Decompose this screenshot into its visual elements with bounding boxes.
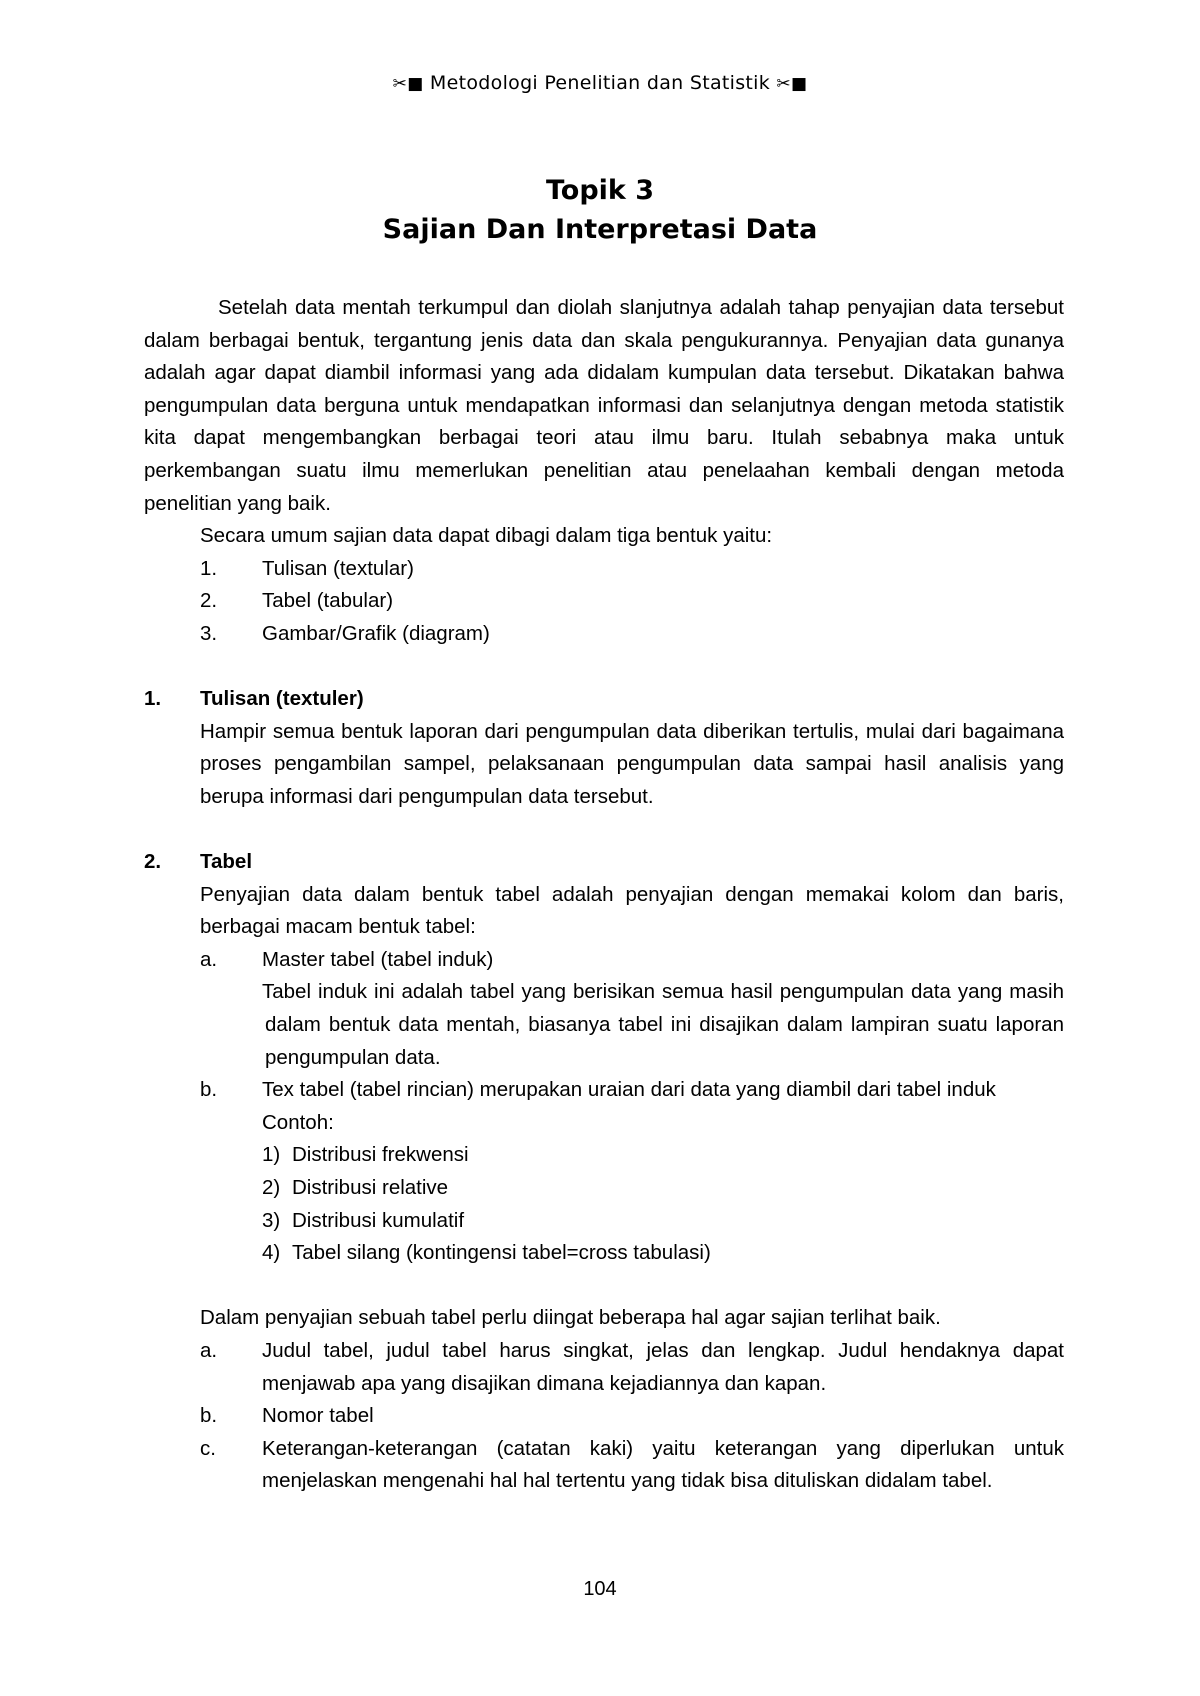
list-item bbox=[144, 618, 1064, 651]
list-item bbox=[144, 1433, 1064, 1498]
list-item bbox=[144, 553, 1064, 586]
list-item bbox=[144, 1172, 1064, 1205]
intro-lead: Secara umum sajian data dapat dibagi dalam tiga bentuk yaitu: bbox=[200, 524, 773, 548]
master-table-description: Tabel induk ini adalah tabel yang berisikan semua hasil pengumpulan data yang masih dalam bentuk data mentah, biasanya tabel ini disajikan dalam lampiran suatu laporan pengumpulan data. bbox=[262, 980, 1064, 1069]
list-item-number: 4) bbox=[262, 1241, 281, 1265]
section-number: 2. bbox=[144, 850, 162, 874]
list-item-number: 2) bbox=[262, 1176, 281, 1200]
list-item-letter: c. bbox=[200, 1436, 216, 1460]
scissors-ornament-right-icon: ✂■ bbox=[776, 74, 808, 94]
list-item-number: 1. bbox=[200, 556, 218, 580]
section-title: Tulisan (textuler) bbox=[200, 687, 364, 711]
list-item bbox=[144, 1074, 1064, 1107]
list-item bbox=[144, 1335, 1064, 1400]
list-item-number: 3) bbox=[262, 1208, 281, 1232]
list-item-text: Tabel silang (kontingensi tabel=cross tabulasi) bbox=[292, 1241, 711, 1265]
list-item-text: Distribusi frekwensi bbox=[292, 1143, 469, 1167]
list-item bbox=[144, 585, 1064, 618]
list-item-text: Distribusi relative bbox=[292, 1176, 449, 1200]
list-item bbox=[144, 1205, 1064, 1238]
list-item-text: Tulisan (textular) bbox=[262, 556, 414, 580]
list-item-text: Keterangan-keterangan (catatan kaki) yaitu keterangan yang diperlukan untuk menjelaskan mengenahi hal hal tertentu yang tidak bisa dituliskan didalam tabel. bbox=[262, 1436, 1064, 1493]
list-item-number: 1) bbox=[262, 1143, 281, 1167]
list-item-number: 3. bbox=[200, 621, 218, 645]
list-item-text: Tabel (tabular) bbox=[262, 589, 394, 613]
list-item bbox=[144, 1237, 1064, 1270]
intro-paragraph: Setelah data mentah terkumpul dan diolah slanjutnya adalah tahap penyajian data tersebut dalam berbagai bentuk, tergantung jenis data dan skala pengukurannya. Penyajian data gunanya adalah agar dapat diambil informasi yang ada didalam kumpulan data tersebut. Dikatakan bahwa pengumpulan data berguna untuk mendapatkan informasi dan selanjutnya dengan metoda statistik kita dapat mengembangkan berbagai teori atau ilmu baru. Itulah sebabnya maka untuk perkembangan suatu ilmu memerlukan penelitian atau penelaahan kembali dengan metoda penelitian yang baik. bbox=[144, 296, 1064, 515]
list-item-letter: a. bbox=[200, 1339, 218, 1362]
section-1-heading bbox=[144, 683, 1064, 716]
section-2-heading bbox=[144, 846, 1064, 879]
scissors-ornament-left-icon: ✂■ bbox=[392, 74, 424, 94]
list-item-text: Judul tabel, judul tabel harus singkat, jelas dan lengkap. Judul hendaknya dapat menjawab apa yang disajikan dimana kejadiannya dan kapan. bbox=[262, 1339, 1064, 1395]
list-item-text: Tex tabel (tabel rincian) merupakan uraian dari data yang diambil dari tabel induk bbox=[262, 1078, 996, 1102]
section-1-paragraph: Hampir semua bentuk laporan dari pengumpulan data diberikan tertulis, mulai dari bagaimana proses pengambilan sampel, pelaksanaan pengumpulan data sampai hasil analisis yang berupa informasi dari pengumpulan data tersebut. bbox=[200, 719, 1064, 808]
section-number: 1. bbox=[144, 687, 162, 711]
topic-title: Sajian Dan Interpretasi Data bbox=[382, 214, 818, 245]
section-title: Tabel bbox=[200, 850, 253, 874]
presentation-forms-list bbox=[144, 553, 1064, 651]
list-item-text: Gambar/Grafik (diagram) bbox=[262, 621, 490, 645]
table-notes-lead: Dalam penyajian sebuah tabel perlu diingat beberapa hal agar sajian terlihat baik. bbox=[200, 1306, 941, 1330]
document-body bbox=[144, 292, 1064, 1498]
example-label: Contoh: bbox=[262, 1110, 334, 1134]
list-item-letter: b. bbox=[200, 1404, 218, 1428]
page-number: 104 bbox=[583, 1578, 617, 1600]
topic-number: Topik 3 bbox=[545, 175, 655, 206]
list-item-letter: a. bbox=[200, 947, 218, 971]
list-item-number: 2. bbox=[200, 589, 218, 613]
list-item bbox=[144, 1139, 1064, 1172]
list-item bbox=[144, 944, 1064, 977]
list-item-text: Distribusi kumulatif bbox=[292, 1208, 465, 1232]
running-header bbox=[0, 72, 1200, 94]
list-item-letter: b. bbox=[200, 1078, 218, 1102]
list-item bbox=[144, 1400, 1064, 1433]
list-item-text: Nomor tabel bbox=[262, 1404, 374, 1428]
section-2-paragraph: Penyajian data dalam bentuk tabel adalah penyajian dengan memakai kolom dan baris, berbagai macam bentuk tabel: bbox=[200, 882, 1064, 939]
running-header-text: Metodologi Penelitian dan Statistik bbox=[429, 72, 771, 94]
list-item-text: Master tabel (tabel induk) bbox=[262, 947, 494, 971]
